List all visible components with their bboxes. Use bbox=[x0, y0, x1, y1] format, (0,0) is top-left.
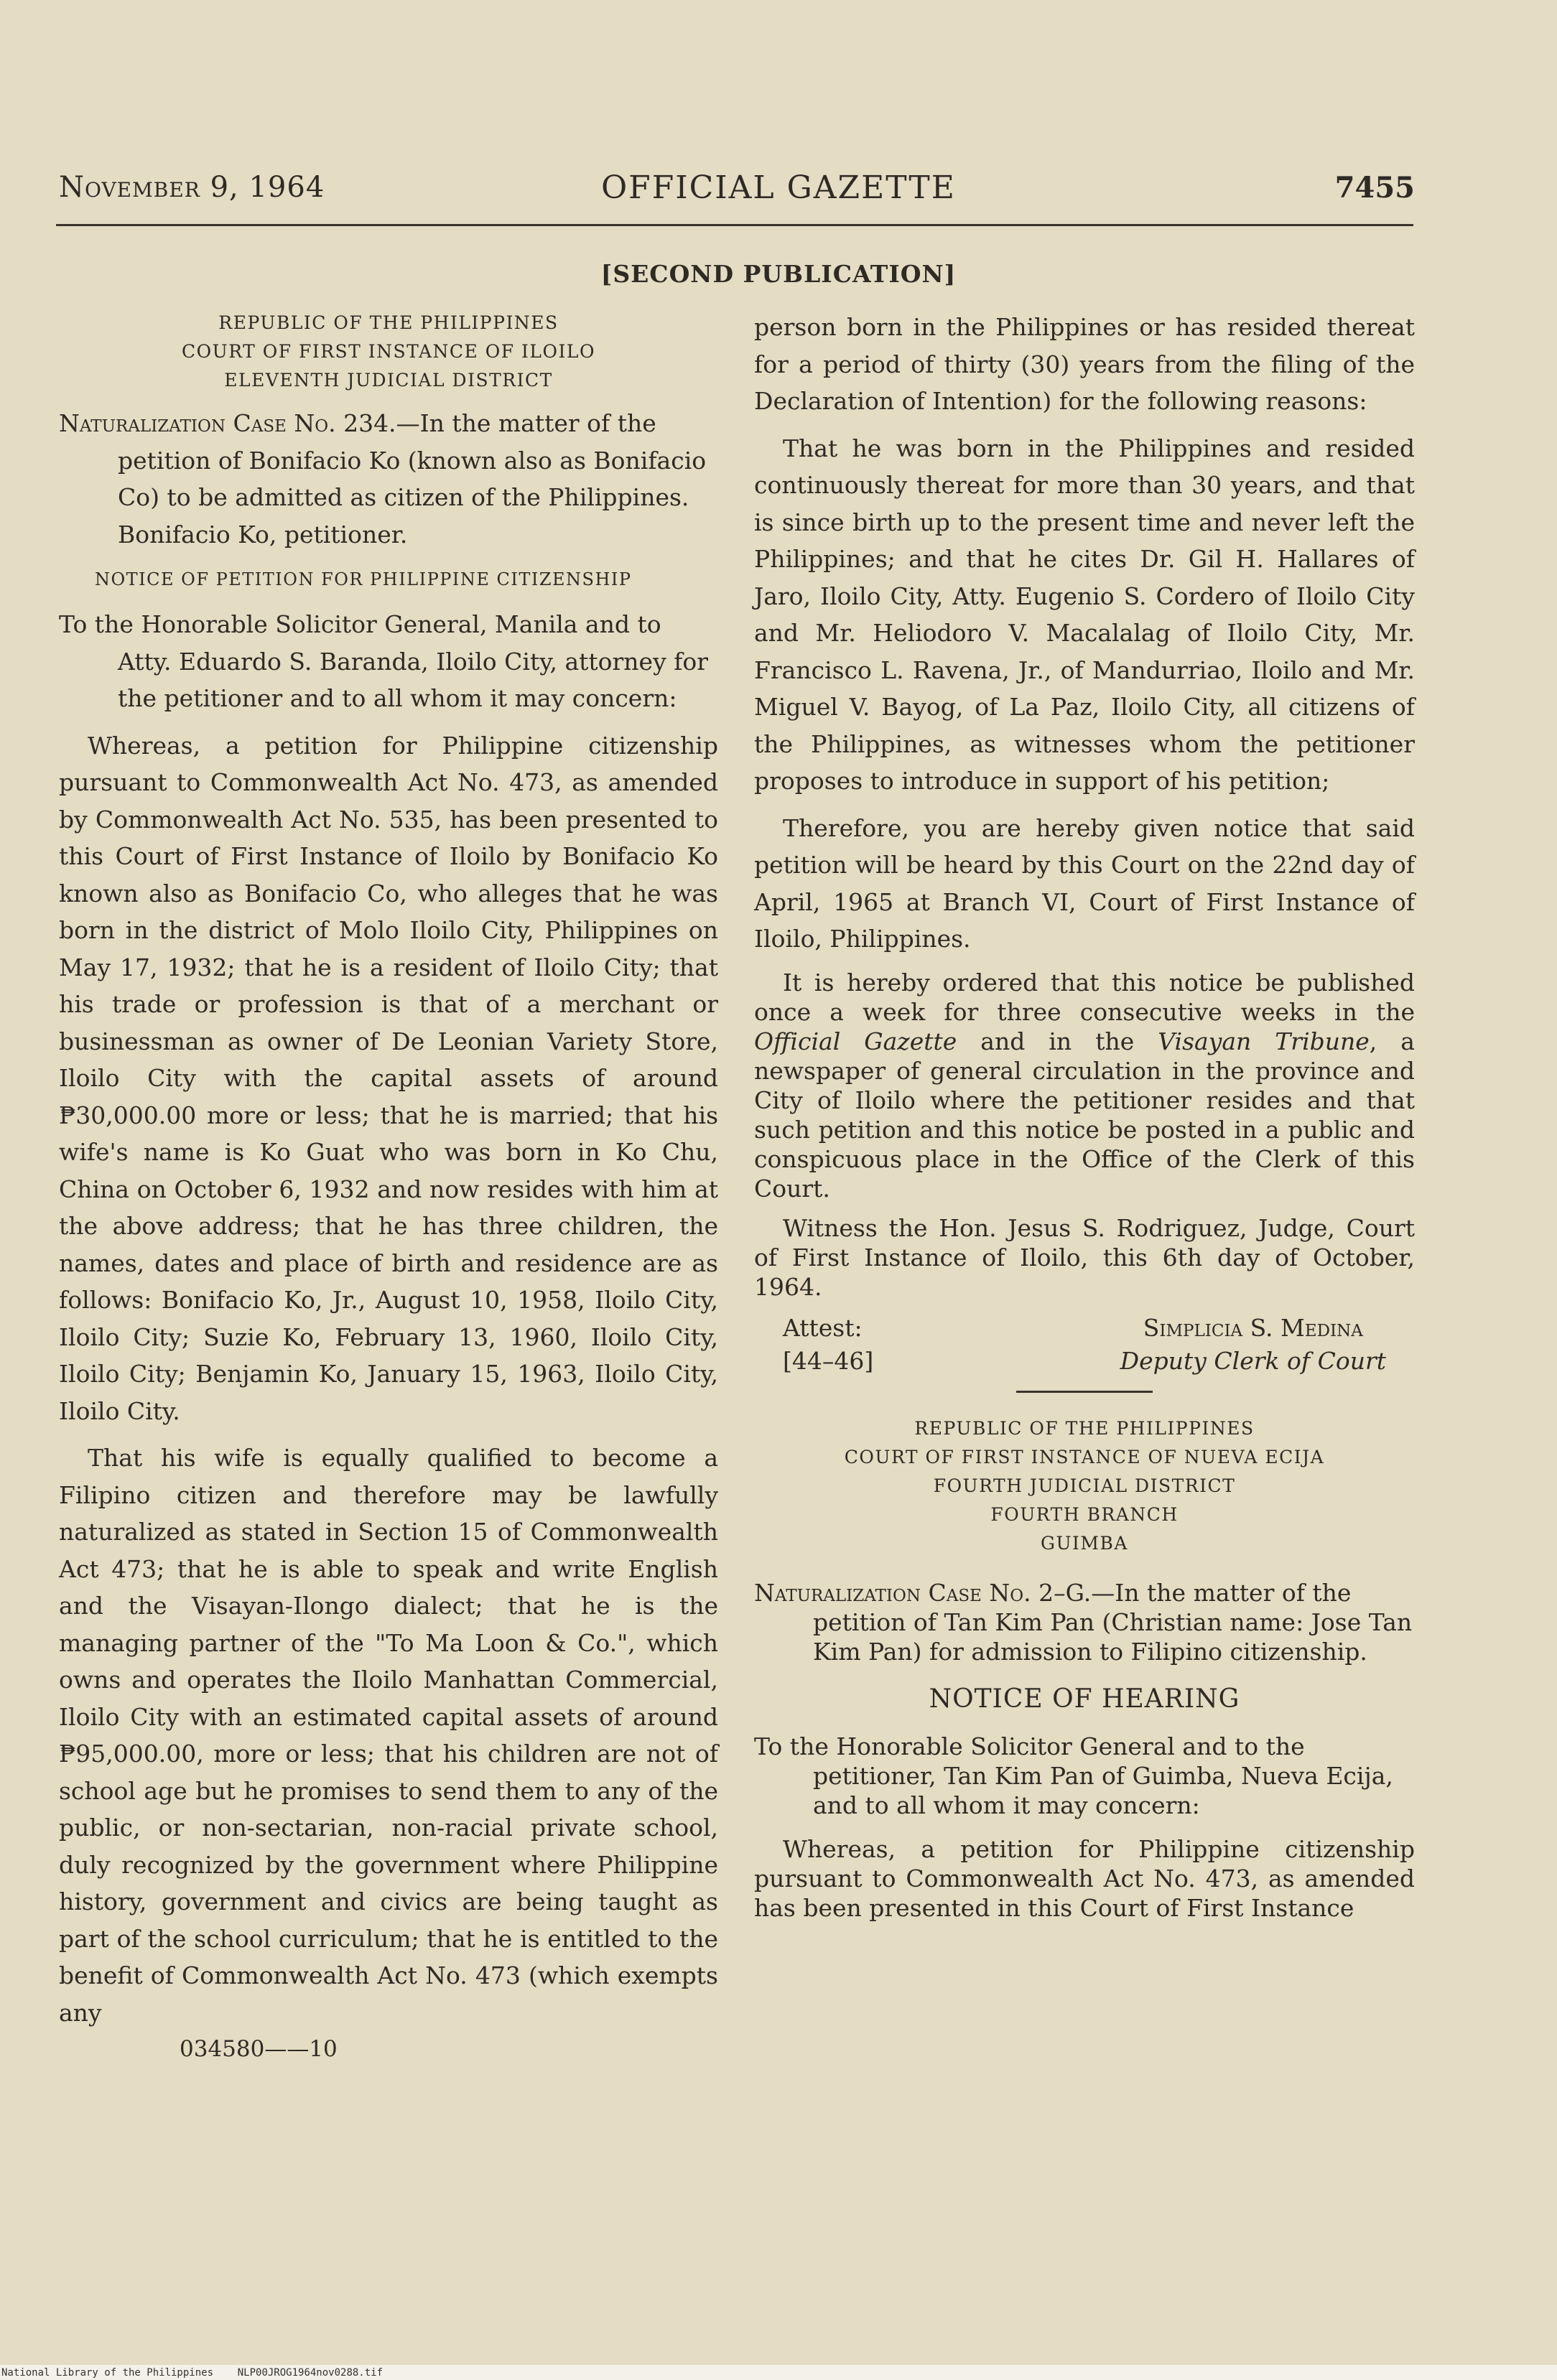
publication-order bbox=[754, 968, 1415, 1203]
paragraph: Therefore, you are hereby given notice that said petition will be heard by this Court on the 22nd day of April, 1965 at Branch VI, Court of First Instance of Iloilo, Philippines. bbox=[754, 813, 1415, 953]
case-title bbox=[59, 405, 718, 553]
left-column bbox=[59, 309, 718, 2068]
issue-date: November 9, 1964 bbox=[59, 171, 325, 204]
text-span: It is hereby ordered that this notice be published once a week for three consecutive weeks in the bbox=[754, 968, 1415, 1026]
print-code: 034580——10 bbox=[180, 2036, 338, 2062]
notice-title: NOTICE OF HEARING bbox=[929, 1684, 1240, 1714]
publication-title: OFFICIAL GAZETTE bbox=[601, 169, 956, 206]
file-name: NLP00JROG1964nov0288.tif bbox=[237, 2367, 384, 2379]
page-number: 7455 bbox=[1334, 171, 1415, 205]
signatory-name: Simplicia S. Medina bbox=[1143, 1313, 1363, 1342]
text-span: and in the bbox=[957, 1027, 1158, 1055]
library-name: National Library of the Philippines bbox=[1, 2367, 214, 2379]
paragraph: Whereas, a petition for Philippine citizenship pursuant to Commonwealth Act No. 473, as amended has been presented in this Court of First Instance bbox=[754, 1835, 1415, 1922]
text-span: , a newspaper of general circulation in the province and City of Iloilo where the petitioner resides and that such petition and this notice be posted in a public and conspicuous place in the Office of the Clerk of this Court. bbox=[754, 1027, 1415, 1203]
header-rule bbox=[56, 224, 1413, 226]
court-line: ELEVENTH JUDICIAL DISTRICT bbox=[224, 370, 553, 391]
court-line: FOURTH BRANCH bbox=[990, 1503, 1179, 1525]
addressee: To the Honorable Solicitor General and to the petitioner, Tan Kim Pan of Guimba, Nueva Ecija, and to all whom it may concern: bbox=[754, 1732, 1393, 1819]
issue-ref: [44–46] bbox=[783, 1346, 874, 1375]
case-text: —In the matter of the petition of Tan Kim Pan (Christian name: Jose Tan Kim Pan) for admission to Filipino citizenship. bbox=[813, 1578, 1413, 1666]
addressee: To the Honorable Solicitor General, Manila and to Atty. Eduardo S. Baranda, Iloilo City, attorney for the petitioner and to all whom it may concern: bbox=[59, 610, 709, 712]
court-line: GUIMBA bbox=[1041, 1532, 1128, 1554]
attestation bbox=[754, 1312, 1415, 1378]
case-label: Naturalization Case No. 2–G. bbox=[754, 1578, 1092, 1607]
paragraph: Witness the Hon. Jesus S. Rodriguez, Judge, Court of First Instance of Iloilo, this 6th day of October, 1964. bbox=[754, 1213, 1415, 1301]
court-line: FOURTH JUDICIAL DISTRICT bbox=[933, 1475, 1236, 1496]
paragraph: That he was born in the Philippines and resided continuously thereat for more than 30 years, and that is since birth up to the present time and never left the Philippines; and that he cites Dr. Gil H. Hallares of Jaro, Iloilo City, Atty. Eugenio S. Cordero of Iloilo City and Mr. Heliodoro V. Macalalag of Iloilo City, Mr. Francisco L. Ravena, Jr., of Mandurriao, Iloilo and Mr. Miguel V. Bayog, of La Paz, Iloilo City, all citizens of the Philippines, as witnesses whom the petitioner proposes to introduce in support of his petition; bbox=[754, 434, 1415, 795]
scan-footer-text bbox=[1, 2367, 383, 2379]
signatory-title: Deputy Clerk of Court bbox=[1120, 1346, 1386, 1375]
tribune-name: Visayan Tribune bbox=[1158, 1027, 1370, 1055]
paragraph: person born in the Philippines or has resided thereat for a period of thirty (30) years from the filing of the Declaration of Intention) for the following reasons: bbox=[754, 313, 1415, 415]
gazette-name: Official Gazette bbox=[754, 1027, 957, 1055]
attest-label: Attest: bbox=[783, 1313, 863, 1342]
case-label: Naturalization Case No. 234. bbox=[59, 409, 396, 437]
court-line: REPUBLIC OF THE PHILIPPINES bbox=[914, 1417, 1255, 1439]
court-line: REPUBLIC OF THE PHILIPPINES bbox=[218, 312, 559, 333]
section-divider bbox=[1016, 1391, 1153, 1393]
paragraph: Whereas, a petition for Philippine citizenship pursuant to Commonwealth Act No. 473, as amended by Commonwealth Act No. 535, has been presented to this Court of First Instance of Iloilo by Bonifacio Ko known also as Bonifacio Co, who alleges that he was born in the district of Molo Iloilo City, Philippines on May 17, 1932; that he is a resident of Iloilo City; that his trade or profession is that of a merchant or businessman as owner of De Leonian Variety Store, Iloilo City with the capital assets of around ₱30,000.00 more or less; that he is married; that his wife's name is Ko Guat who was born in Ko Chu, China on October 6, 1932 and now resides with him at the above address; that he has three children, the names, dates and place of birth and residence are as follows: Bonifacio Ko, Jr., August 10, 1958, Iloilo City, Iloilo City; Suzie Ko, February 13, 1960, Iloilo City, Iloilo City; Benjamin Ko, January 15, 1963, Iloilo City, Iloilo City. bbox=[59, 731, 718, 1425]
notice-title: NOTICE OF PETITION FOR PHILIPPINE CITIZENSHIP bbox=[95, 569, 632, 589]
paragraph: That his wife is equally qualified to become a Filipino citizen and therefore may be lawfully naturalized as stated in Section 15 of Commonwealth Act 473; that he is able to speak and write English and the Visayan-Ilongo dialect; that he is the managing partner of the "To Ma Loon & Co.", which owns and operates the Iloilo Manhattan Commercial, Iloilo City with an estimated capital assets of around ₱95,000.00, more or less; that his children are not of school age but he promises to send them to any of the public, or non-sectarian, non-racial private school, duly recognized by the government where Philippine history, government and civics are being taught as part of the school curriculum; that he is entitled to the benefit of Commonwealth Act No. 473 (which exempts any bbox=[59, 1444, 718, 2027]
court-heading bbox=[754, 1414, 1415, 1558]
court-heading bbox=[59, 309, 718, 395]
court-line: COURT OF FIRST INSTANCE OF ILOILO bbox=[182, 341, 595, 362]
publication-label: [SECOND PUBLICATION] bbox=[600, 260, 957, 288]
case-text: —In the matter of the petition of Bonifacio Ko (known also as Bonifacio Co) to be admitted as citizen of the Philippines. Bonifacio Ko, petitioner. bbox=[118, 409, 707, 549]
case-title bbox=[754, 1578, 1415, 1666]
right-column bbox=[754, 309, 1415, 1923]
court-line: COURT OF FIRST INSTANCE OF NUEVA ECIJA bbox=[844, 1446, 1325, 1467]
